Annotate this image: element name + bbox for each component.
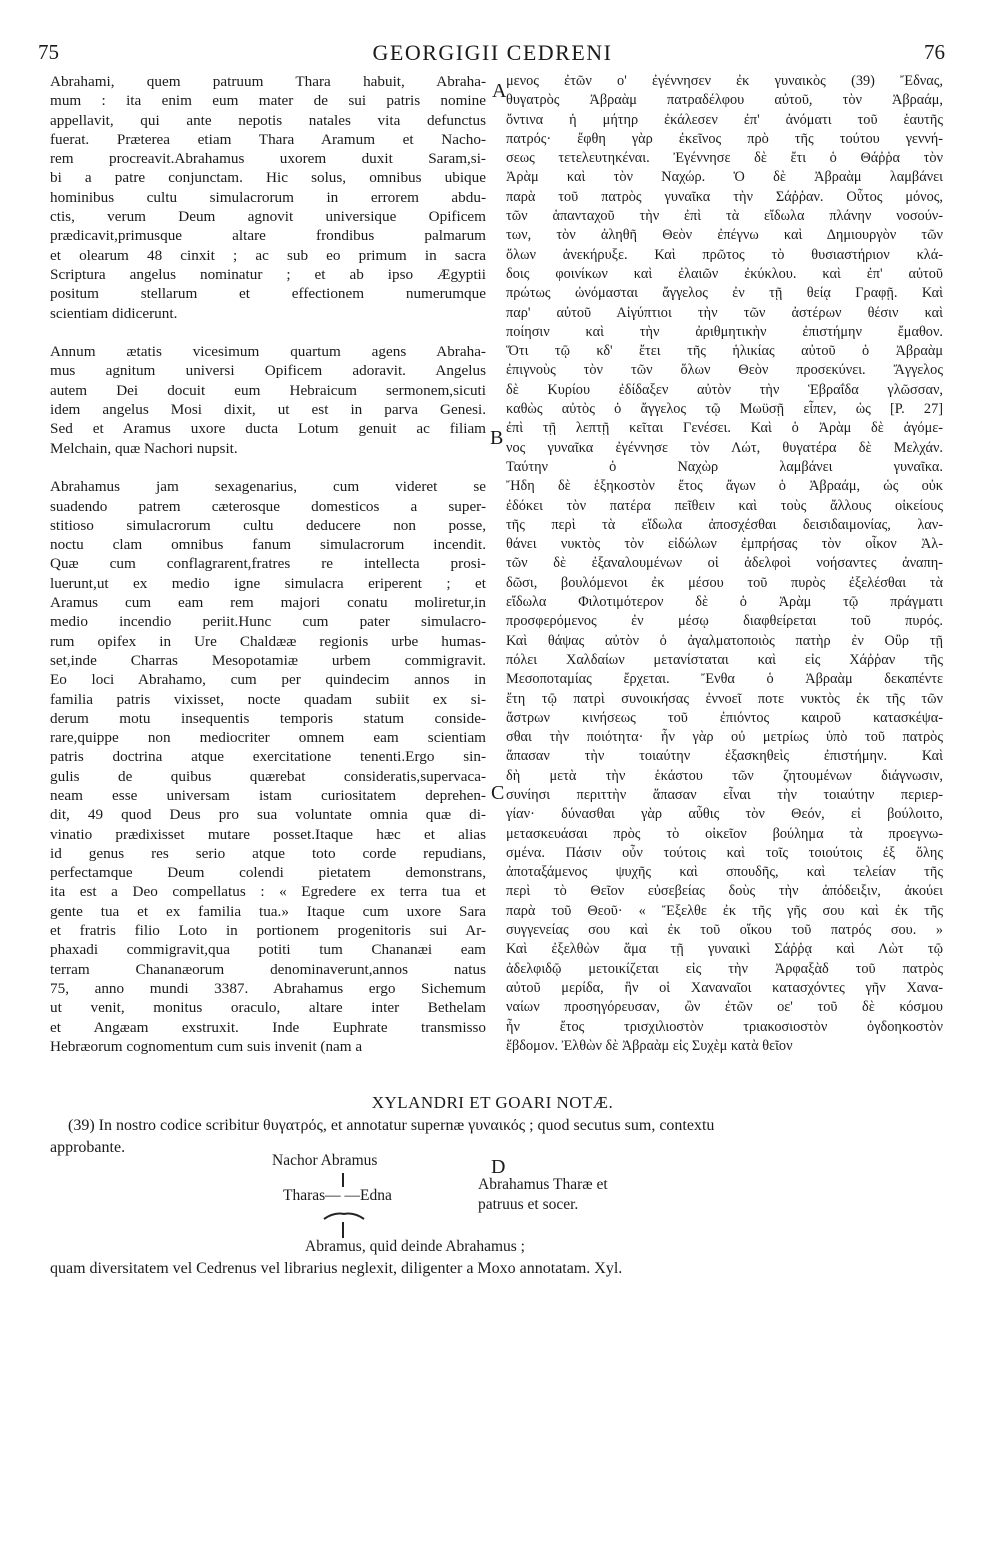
greek-text-line: παρὰ τοῦ Θεοῦ· « Ἔξελθε ἐκ τῆς γῆς σου καὶ ἐκ τῆς — [506, 902, 943, 919]
latin-text-line: vinatio prædixisset mutare posset.Itaque hæc et alias — [50, 825, 486, 843]
greek-text-line: σεως τετελευτηκέναι. Ἐγέννησε δὲ ἔτι ὁ Θάῤῥα τὸν — [506, 150, 943, 167]
paragraph-gap — [50, 323, 486, 342]
genealogy-top: Nachor Abramus — [272, 1152, 378, 1169]
latin-text-line: Melchain, quæ Nachori nupsit. — [50, 439, 238, 457]
genealogy-bottom: Abramus, quid deinde Abrahamus ; — [305, 1238, 525, 1255]
latin-text-line: Quæ cum conflagrarent,fratres re intellecta prosi- — [50, 555, 486, 573]
greek-text-line: ἦν ἔτος τρισχιλιοστὸν τριακοσιοστὸν ὀγδοηκοστὸν — [506, 1018, 943, 1035]
greek-text-line: δῶσι, βουλόμενοι ἐκ μέσου τοῦ πυρὸς ἐξελέσθαι τὰ — [506, 574, 943, 591]
latin-text-line: phaxadi commigravit,qua potiti tum Chananæi eam — [50, 941, 486, 959]
greek-text-line: ποίησιν καὶ τὴν ἀριθμητικὴν ἐπιστήμην ἔμαθον. — [506, 323, 943, 340]
latin-text-line: luerunt,ut ex medio igne simulacra eriperent ; et — [50, 574, 486, 592]
latin-text-line: dit, 49 quod Deus pro sua voluntate omnia quæ di- — [50, 806, 486, 824]
greek-text-line: σθαι τὴν ποιότητα· ἦν γὰρ οὐ μετρίως ὑπὸ τοῦ πατρὸς — [506, 729, 943, 746]
greek-text-line: ὅλων ἀνεκήρυξε. Καὶ πρῶτος τὸ θυσιαστήριον κλά- — [506, 246, 943, 263]
greek-text-line: Ἤδη δὲ ἑξηκοστὸν ἔτος ἄγων ὁ Ἀβραάμ, ὡς οὐκ — [506, 478, 943, 495]
latin-text-line: Hebræorum cognomentum cum suis invenit (nam a — [50, 1037, 363, 1055]
latin-text-line: suadendo patrem cæterosque domesticos a super- — [50, 497, 486, 515]
note-final-line: quam diversitatem vel Cedrenus vel librarius neglexit, diligenter a Moxo annotatam. Xyl. — [50, 1260, 623, 1277]
greek-text-line: ἔτη τῷ πατρὶ συνοικήσας ἐννοεῖ ποτε νυκτὸς ἐκ τῆς τῶν — [506, 690, 943, 707]
latin-text-line: gulis de quibus quærebat consideratis,supervaca- — [50, 767, 486, 785]
greek-text-line: Καὶ ἐξελθὼν ἅμα τῇ γυναικὶ Σάῤῥᾳ καὶ Λὼτ τῷ — [506, 941, 943, 958]
latin-text-line: appellavit, qui ante nepotis natales vita defunctus — [50, 111, 486, 129]
page-number-right: 76 — [924, 40, 945, 64]
greek-text-line: ἐπὶ τῇ λεπτῇ κεῖται Γενέσει. Καὶ ὁ Ἀρὰμ δὲ ἀγόμε- — [506, 420, 943, 437]
latin-text-line: Annum ætatis vicesimum quartum agens Abraha- — [50, 343, 486, 361]
latin-text-line: neam esse universam istam curiositatem deprehen- — [50, 786, 486, 804]
margin-letter-b: B — [490, 427, 504, 449]
note-39-line1: (39) In nostro codice scribitur θυγατρός, et annotatur supernæ γυναικός ; quod secutus sum, contextu — [68, 1117, 715, 1134]
greek-text-line: μετασκευάσαι πρὸς τὸ οἰκεῖον βούλημα τὰ προεγνω- — [506, 825, 943, 842]
latin-text-line: hominibus cultu simulacrorum in errorem abdu- — [50, 188, 486, 206]
genealogy-middle: Tharas— —Edna — [283, 1187, 392, 1204]
latin-text-line: ut venit, monitus oraculo, altare inter Bethelam — [50, 999, 486, 1017]
paragraph-gap — [50, 458, 486, 477]
latin-text-line: Scriptura angelus nominatur ; et ab ipso Ægyptii — [50, 265, 486, 283]
latin-text-line: prædicavit,primusque altare frondibus palmarum — [50, 227, 486, 245]
latin-text-line: autem Dei docuit eum Hebraicum sermonem,sicuti — [50, 381, 486, 399]
latin-text-line: fuerat. Præterea etiam Thara Aramum et Nacho- — [50, 130, 486, 148]
greek-text-line: Ὅτι τῷ κδ' ἔτει τῆς ἡλικίας αὐτοῦ ὁ Ἀβραὰμ — [506, 343, 943, 360]
page-number-left: 75 — [38, 40, 59, 64]
latin-text-line: Aramus cum eam rem majori conatu moliretur,in — [50, 594, 486, 612]
latin-text-line: positum stellarum et effectionem numerumque — [50, 285, 486, 303]
greek-text-line: ἐπιγνοὺς τὸν τῶν ὅλων Θεὸν προσεκύνει. Ἄγγελος — [506, 362, 943, 379]
genealogy-connector-lower — [342, 1222, 344, 1238]
latin-text-line: Abrahami, quem patruum Thara habuit, Abraha- — [50, 73, 486, 90]
greek-text-line: συνίησι περιττὴν ἅπασαν εἶναι τὴν τοιαύτην περιερ- — [506, 786, 943, 803]
latin-text-line: Abrahamus jam sexagenarius, cum videret se — [50, 478, 486, 496]
notes-title: XYLANDRI ET GOARI NOTÆ. — [371, 1093, 614, 1112]
latin-text-line: scientiam didicerunt. — [50, 304, 178, 322]
genealogy-brace — [322, 1209, 366, 1223]
latin-text-line: perfectamque Deum colendi pietatem demonstrans, — [50, 864, 486, 882]
latin-text-line: rem procreavit.Abrahamus uxorem duxit Saram,si- — [50, 150, 486, 168]
greek-text-line: των, τὸν ἀληθῆ Θεὸν ἐπέγνω καὶ Δημιουργὸν τῶν — [506, 227, 943, 244]
latin-text-line: mum : ita enim eum mater de sui patris nomine — [50, 92, 486, 110]
greek-text-line: ὄντινα ἡ μήτηρ ἐκάλεσεν ἐπ' ἀνόματι τοῦ ἑαυτῆς — [506, 111, 943, 128]
greek-text-line: καθὼς αὐτὸς ὁ ἄγγελος τῷ Μωϋσῇ εἶπεν, ὡς [P. 27] — [506, 401, 943, 418]
latin-text-line: mus agnitum universi Opificem adoravit. Angelus — [50, 362, 486, 380]
greek-text-line: πόλει Χαλδαίων μετανίσταται καὶ εἰς Χάῤῥαν τῆς — [506, 651, 943, 668]
greek-text-line: ἕβδομον. Ἐλθὼν δὲ Ἀβραὰμ εἰς Συχὲμ κατὰ θεῖον — [506, 1037, 793, 1054]
greek-text-line: μενος ἐτῶν ο' ἐγέννησεν ἐκ γυναικὸς (39) Ἔδνας, — [506, 73, 943, 89]
greek-text-line: δὴ μετὰ τὴν ἑκάστου τῶν ζητουμένων διάγνωσιν, — [506, 767, 943, 784]
greek-text-line: ἀποταξάμενος ψυχῆς καὶ σπουδῆς, καὶ τελείαν τῆς — [506, 864, 943, 881]
genealogy-side-line1: Abrahamus Tharæ et — [478, 1176, 608, 1193]
latin-text-line: ctis, verum Deum agnovit universique Opificem — [50, 208, 486, 226]
latin-text-line: bi a patre conjunctam. Hic solus, omnibus ubique — [50, 169, 486, 187]
greek-text-line: νος γυναῖκα ἐγέννησε τὸν Λώτ, θυγατέρα δὲ Μελχάν. — [506, 439, 943, 456]
greek-text-line: πρώτως ὠνόμασται ἄγγελος ἐν τῇ θείᾳ Γραφῇ. Καὶ — [506, 285, 943, 302]
latin-text-line: 75, anno mundi 3387. Abrahamus ergo Sichemum — [50, 979, 486, 997]
latin-column — [50, 72, 486, 1056]
latin-text-line: id genus res serio atque toto corde repudians, — [50, 844, 486, 862]
greek-text-line: δὲ Κυρίου ἐδίδαξεν αὐτὸν τὴν Ἑβραΐδα γλῶσσαν, — [506, 381, 943, 398]
latin-text-line: Eo loci Abrahamo, cum per quindecim annos in — [50, 671, 486, 689]
latin-text-line: gente tua et ex familia tua.» Itaque cum uxore Sara — [50, 902, 486, 920]
latin-text-line: stitioso simulacrorum cultu deducere non posse, — [50, 516, 486, 534]
latin-text-line: et fratris filio Loto in portionem progenitoris sui Ar- — [50, 922, 486, 940]
greek-text-line: σμένα. Πάσιν οὖν τούτοις καὶ τοῖς τοιούτοις ἐξ ὅλης — [506, 844, 943, 861]
genealogy-side-line2: patruus et socer. — [478, 1196, 579, 1213]
greek-text-line: προσφερόμενος ἐν μέσῳ διαφθείρεται τοῦ πυρός. — [506, 613, 943, 630]
margin-letter-a: A — [492, 80, 507, 102]
greek-text-line: θάνει νυκτὸς τὸν εἰδώλων ἐμπρήσας τὸν οἶκον Ἀλ- — [506, 536, 943, 553]
greek-text-line: πατρός· ἔφθη γὰρ ἐκεῖνος πρὸ τῆς τούτου γεννή- — [506, 130, 943, 147]
greek-text-line: τῶν δὲ ἐξαναλουμένων οἱ ἀδελφοὶ νοήσαντες ἀναπη- — [506, 555, 943, 572]
latin-text-line: terram Chananæorum denominaverunt,annos natus — [50, 960, 486, 978]
running-title: GEORGIGII CEDRENI — [372, 40, 613, 65]
latin-text-line: et Angæam exstruxit. Inde Euphrate transmisso — [50, 1018, 486, 1036]
greek-text-line: θυγατρὸς Ἀβραὰμ πατραδέλφου αὐτοῦ, τὸν Ἀβραάμ, — [506, 92, 943, 109]
greek-text-line: αὐτοῦ μερίδα, ἣν οἱ Χαναναῖοι κατασχόντες γῆν Χανα- — [506, 979, 943, 996]
greek-text-line: Ἀρὰμ καὶ τὸν Ναχώρ. Ὁ δὲ Ἀβραὰμ λαμβάνει — [506, 169, 943, 186]
greek-text-line: περὶ τὸ Θεῖον εὐσεβείας δοὺς τὴν ἀπόδειξιν, ἀκούει — [506, 883, 943, 900]
page-header — [0, 40, 985, 70]
latin-text-line: set,inde Charras Mesopotamiæ urbem commigravit. — [50, 651, 486, 669]
latin-text-line: medio incendio periit.Hunc cum pater simulacro- — [50, 613, 486, 631]
greek-text-line: τῆς περὶ τὰ εἴδωλα ἀποσχέσθαι δεισιδαιμονίας, λαν- — [506, 516, 943, 533]
greek-text-line: ἄστρων κινήσεως τοῦ ἐπιόντος καιροῦ κατασκέψα- — [506, 709, 943, 726]
latin-text-line: et olearum 48 cinxit ; ac sub eo primum in sacra — [50, 246, 486, 264]
latin-text-line: Sed et Aramus uxore ducta Lotum genuit ac filiam — [50, 420, 486, 438]
greek-text-line: ἀδελφιδῷ μετοικίζεται εἰς τὴν Ἀρφαξὰδ τοῦ πατρὸς — [506, 960, 943, 977]
greek-text-line: συγγενείας σου καὶ ἐκ τοῦ οἴκου τοῦ πατρός σου. » — [506, 922, 943, 939]
greek-text-line: ἐδόκει τὸν πατέρα πεῖθειν καὶ τοὺς ἄλλους οἰκείους — [506, 497, 943, 514]
latin-text-line: ita est a Deo compellatus : « Egredere ex terra tua et — [50, 883, 486, 901]
greek-column — [506, 72, 943, 1056]
greek-text-line: Ταύτην ὁ Ναχὼρ λαμβάνει γυναῖκα. — [506, 458, 943, 475]
latin-text-line: familia patris vixisset, nocte quadam subiit ex si- — [50, 690, 486, 708]
latin-text-line: noctu clam omnibus fanum simulacrorum incendit. — [50, 536, 486, 554]
margin-letter-c: C — [491, 782, 505, 804]
greek-text-line: εἴδωλα Φιλοτιμότερον δὲ ὁ Ἀρὰμ τῷ πράγματι — [506, 594, 943, 611]
greek-text-line: τῶν ἁπανταχοῦ τὴν ἐπὶ τὰ εἴδωλα πλάνην νοσούν- — [506, 208, 943, 225]
greek-text-line: δοις φοινίκων καὶ ἐλαιῶν ἐκύκλου. καὶ ἐπ' αὐτοῦ — [506, 265, 943, 282]
greek-text-line: Καὶ θάψας αὐτὸν ὁ ἀγαλματοποιὸς πατὴρ ἐν Οὒρ τῇ — [506, 632, 943, 649]
greek-text-line: γίαν· δύνασθαι γὰρ αὖθις τὸν Θεόν, εἰ βούλοιτο, — [506, 806, 943, 823]
margin-letter-d: D — [491, 1156, 506, 1178]
greek-text-line: ναίων προσηγόρευσαν, ὢν ἐτῶν οε' τοῦ δὲ κόσμου — [506, 999, 943, 1016]
greek-text-line: παρὰ τοῦ πατρὸς γυναῖκα τὴν Σάῤῥαν. Οὗτος μόνος, — [506, 188, 943, 205]
greek-text-line: παρ' αὐτοῦ Αἰγύπτιοι τὴν τῶν ἀστέρων θέσιν καὶ — [506, 304, 943, 321]
latin-text-line: derum motu insequentis temporis statum conside- — [50, 709, 486, 727]
greek-text-line: ἅπασαν τὴν τοιαύτην ἐξασκηθεὶς ἐπιστήμην. Καὶ — [506, 748, 943, 765]
latin-text-line: rum opifex in Ure Chaldææ regionis urbe humas- — [50, 632, 486, 650]
latin-text-line: rare,quippe non mediocriter omnem eam scientiam — [50, 729, 486, 747]
note-39-line2: approbante. — [50, 1139, 126, 1156]
latin-text-line: idem angelus Mosi dixit, ut est in parva Genesi. — [50, 401, 486, 419]
latin-text-line: patris doctrina atque exercitatione tenenti.Ergo sin- — [50, 748, 486, 766]
greek-text-line: Μεσοποταμίας ἔρχεται. Ἔνθα ὁ Ἀβραὰμ δεκαπέντε — [506, 671, 943, 688]
genealogy-connector-vertical — [342, 1173, 344, 1187]
